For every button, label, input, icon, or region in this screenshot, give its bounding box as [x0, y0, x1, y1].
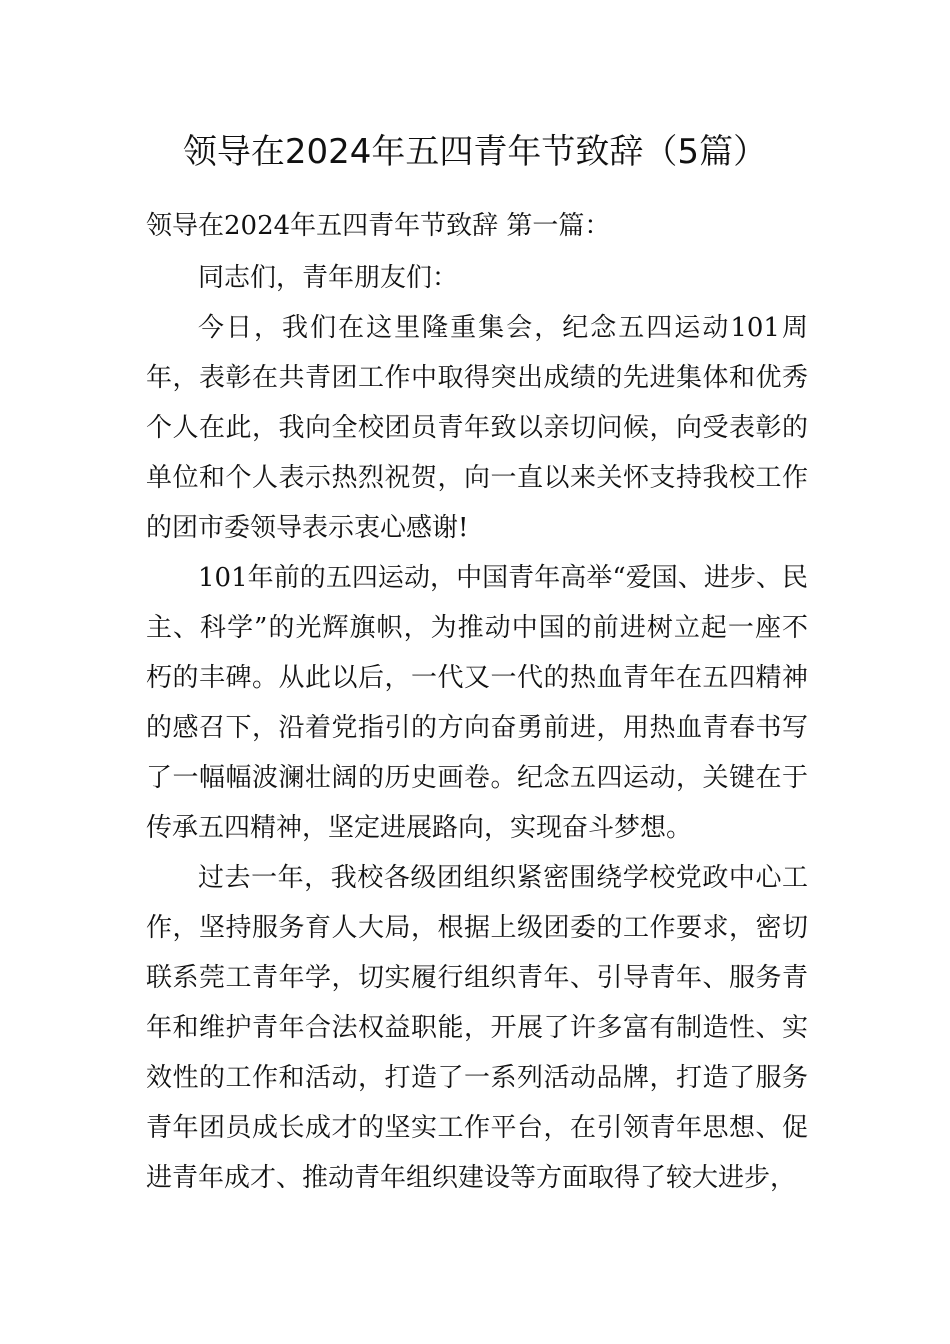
- document-body: [146, 201, 808, 1203]
- document-title: 领导在2024年五四青年节致辞（5篇）: [182, 132, 768, 172]
- section-heading: 领导在2024年五四青年节致辞 第一篇：: [146, 211, 611, 241]
- paragraph-salutation: 同志们，青年朋友们：: [198, 263, 459, 293]
- paragraph-opening: 今日，我们在这里隆重集会，纪念五四运动101周年，表彰在共青团工作中取得突出成绩的先进集体和优秀个人在此，我向全校团员青年致以亲切问候，向受表彰的单位和个人表示热烈祝贺，向一直以来关怀支持我校工作的团市委领导表示衷心感谢!: [146, 313, 808, 543]
- paragraph-past-year: 过去一年，我校各级团组织紧密围绕学校党政中心工作，坚持服务育人大局，根据上级团委的工作要求，密切联系莞工青年学，切实履行组织青年、引导青年、服务青年和维护青年合法权益职能，开展了许多富有制造性、实效性的工作和活动，打造了一系列活动品牌，打造了服务青年团员成长成才的坚实工作平台，在引领青年思想、促进青年成才、推动青年组织建设等方面取得了较大进步，: [146, 863, 808, 1193]
- paragraph-may-fourth-history: 101年前的五四运动，中国青年高举“爱国、进步、民主、科学”的光辉旗帜，为推动中国的前进树立起一座不朽的丰碑。从此以后，一代又一代的热血青年在五四精神的感召下，沿着党指引的方向奋勇前进，用热血青春书写了一幅幅波澜壮阔的历史画卷。纪念五四运动，关键在于传承五四精神，坚定进展路向，实现奋斗梦想。: [146, 563, 808, 843]
